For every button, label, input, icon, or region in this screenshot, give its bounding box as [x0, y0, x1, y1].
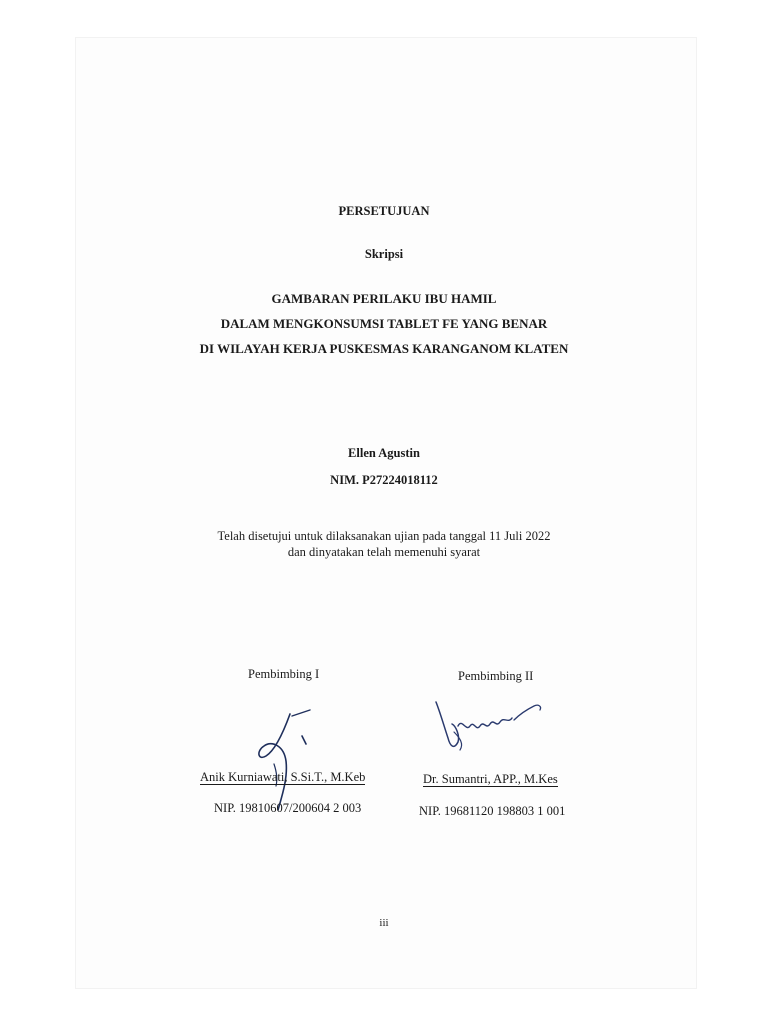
author-nim: NIM. P27224018112	[330, 473, 438, 487]
supervisor-1-signature-icon	[252, 706, 332, 816]
thesis-title-line-2: DALAM MENGKONSUMSI TABLET FE YANG BENAR	[220, 316, 548, 331]
approval-statement-line-2: dan dinyatakan telah memenuhi syarat	[287, 545, 481, 559]
author-name: Ellen Agustin	[348, 446, 420, 460]
document-type: Skripsi	[364, 247, 404, 261]
thesis-title-line-1: GAMBARAN PERILAKU IBU HAMIL	[271, 291, 497, 306]
supervisor-1-nip: NIP. 19810607/200604 2 003	[214, 801, 362, 815]
supervisor-2-name: Dr. Sumantri, APP., M.Kes	[423, 772, 558, 786]
paper-sheet	[76, 38, 696, 988]
supervisor-2-nip: NIP. 19681120 198803 1 001	[419, 804, 566, 818]
supervisor-1-name: Anik Kurniawati, S.Si.T., M.Keb	[200, 770, 366, 784]
supervisor-2-role: Pembimbing II	[458, 669, 534, 683]
approval-statement-line-1: Telah disetujui untuk dilaksanakan ujian pada tanggal 11 Juli 2022	[217, 529, 551, 543]
supervisor-2-signature-icon	[430, 692, 550, 754]
thesis-title-line-3: DI WILAYAH KERJA PUSKESMAS KARANGANOM KLATEN	[199, 341, 569, 356]
document-heading: PERSETUJUAN	[338, 204, 430, 218]
page-number: iii	[379, 917, 389, 929]
supervisor-1-role: Pembimbing I	[248, 667, 320, 681]
